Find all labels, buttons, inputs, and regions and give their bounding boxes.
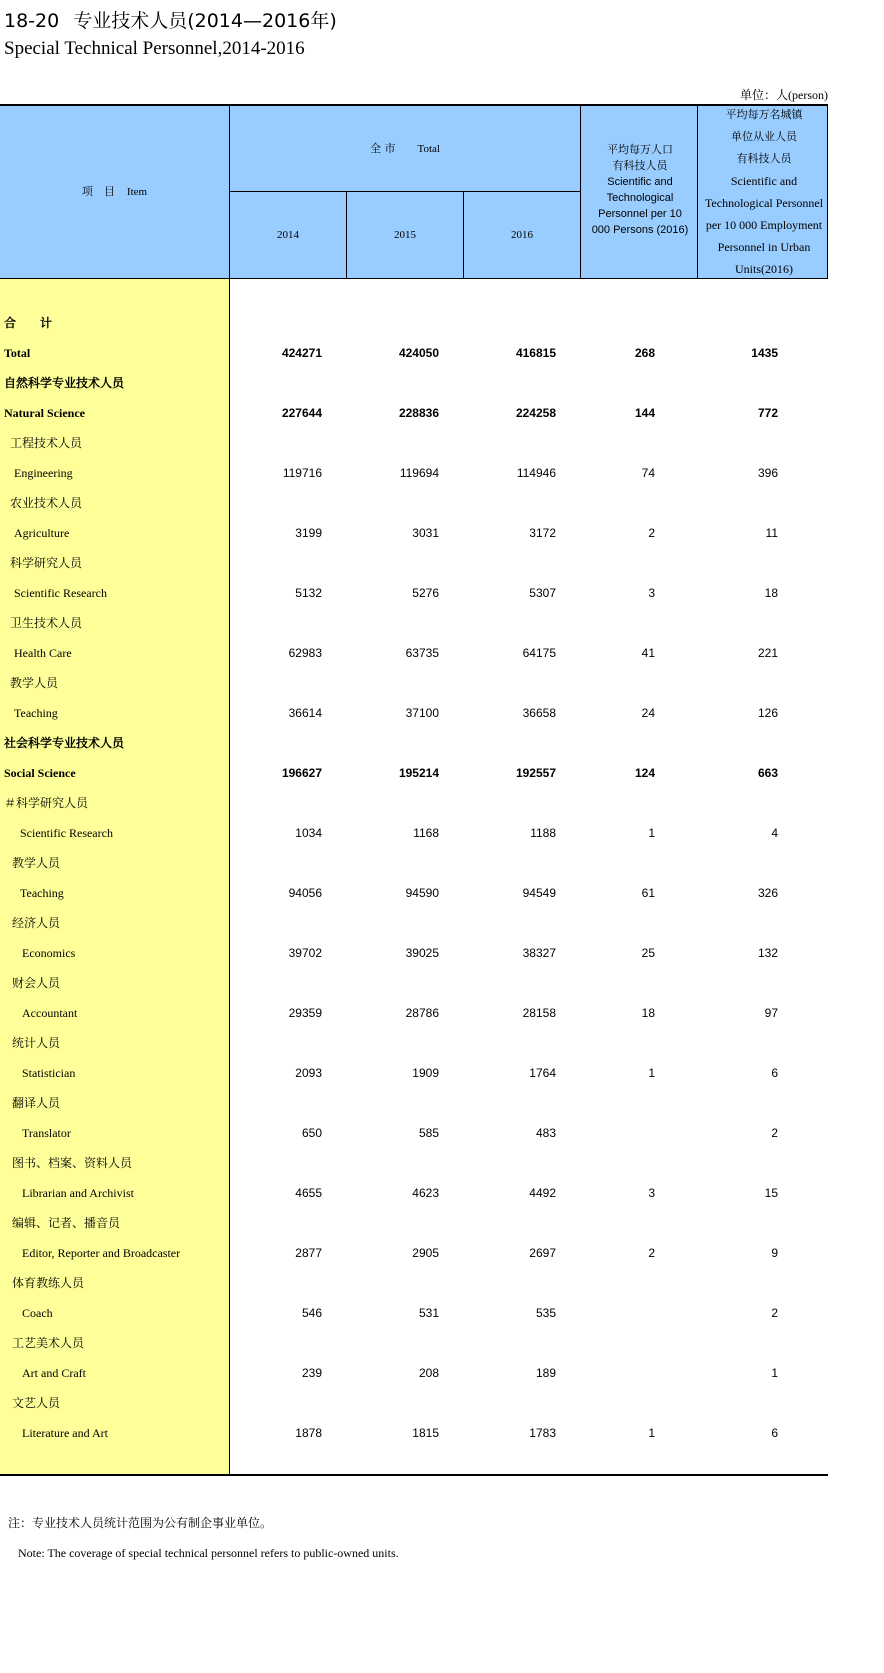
value-2016 [464, 968, 556, 998]
value-per-10000-persons: 1 [648, 1426, 655, 1440]
value-2014: 1034 [295, 826, 322, 840]
value-2015 [347, 1328, 439, 1358]
value-2014: 1878 [295, 1426, 322, 1440]
value-per-10000-persons: 124 [634, 766, 655, 780]
value-2014: 4655 [295, 1186, 322, 1200]
value-2016: 1764 [529, 1066, 556, 1080]
value-2016 [464, 308, 556, 338]
table-row [0, 938, 828, 968]
row-label: Teaching [14, 706, 58, 720]
note-en: Note: The coverage of special technical personnel refers to public-owned units. [18, 1546, 399, 1560]
value-per-10000-employment: 326 [757, 886, 778, 900]
value-2014 [230, 608, 322, 638]
value-per-10000-persons: 1 [648, 826, 655, 840]
value-per-10000-persons [581, 1358, 655, 1388]
table-row [0, 488, 828, 518]
value-2014 [230, 308, 322, 338]
header-total-cn: 全 市 [370, 141, 396, 155]
value-2015 [347, 848, 439, 878]
value-per-10000-employment [698, 1328, 778, 1358]
row-label: 文艺人员 [12, 1396, 61, 1410]
value-2016: 28158 [522, 1006, 556, 1020]
table-row [0, 728, 828, 758]
row-label: 卫生技术人员 [10, 616, 83, 630]
table-bottom-rule [0, 1474, 828, 1476]
header-per-population [584, 130, 696, 250]
value-per-10000-persons [581, 1148, 655, 1178]
row-label: 体育教练人员 [12, 1276, 85, 1290]
value-per-10000-employment [698, 728, 778, 758]
value-per-10000-employment [698, 368, 778, 398]
row-label: Scientific Research [20, 826, 113, 840]
header-per-employment-en: Scientific and Technological Personnel per 10 000 Employment Personnel in Urban Units(2016) [704, 174, 824, 276]
table-row [0, 878, 828, 908]
value-2016 [464, 1028, 556, 1058]
header-per-population-en: Scientific and Technological Personnel per 10 000 Persons (2016) [591, 176, 689, 236]
value-per-10000-persons [581, 788, 655, 818]
row-label: Literature and Art [22, 1426, 108, 1440]
value-2016 [464, 1208, 556, 1238]
value-2015 [347, 1088, 439, 1118]
table-row [0, 398, 828, 428]
table-row [0, 578, 828, 608]
value-per-10000-employment [698, 1268, 778, 1298]
value-2015 [347, 488, 439, 518]
value-2015: 63735 [405, 646, 439, 660]
value-2015 [347, 908, 439, 938]
value-2016 [464, 1388, 556, 1418]
table-row [0, 1298, 828, 1328]
row-label: 编辑、记者、播音员 [12, 1216, 121, 1230]
value-2016: 2697 [529, 1246, 556, 1260]
value-2015: 1815 [412, 1426, 439, 1440]
value-2014: 62983 [288, 646, 322, 660]
row-label: Social Science [4, 766, 76, 780]
table-row [0, 758, 828, 788]
value-per-10000-persons [581, 668, 655, 698]
value-per-10000-employment [698, 548, 778, 578]
value-per-10000-persons [581, 1028, 655, 1058]
value-2016 [464, 788, 556, 818]
value-per-10000-employment: 396 [757, 466, 778, 480]
value-per-10000-employment [698, 1088, 778, 1118]
table-row [0, 968, 828, 998]
value-per-10000-persons [581, 908, 655, 938]
value-2016 [464, 1148, 556, 1178]
value-2016 [464, 1088, 556, 1118]
value-per-10000-employment: 2 [771, 1306, 778, 1320]
value-2016 [464, 368, 556, 398]
value-per-10000-persons [581, 1388, 655, 1418]
value-2016 [464, 608, 556, 638]
value-2016 [464, 848, 556, 878]
table-row [0, 1358, 828, 1388]
value-2015 [347, 1388, 439, 1418]
value-2014 [230, 848, 322, 878]
value-per-10000-employment [698, 968, 778, 998]
note-cn: 注：专业技术人员统计范围为公有制企事业单位。 [8, 1516, 273, 1530]
value-2016: 94549 [522, 886, 556, 900]
value-per-10000-persons [581, 1268, 655, 1298]
header-per-population-cn: 平均每万人口 有科技人员 [607, 143, 673, 172]
value-2016 [464, 668, 556, 698]
row-label: 翻译人员 [12, 1096, 61, 1110]
value-per-10000-persons: 18 [641, 1006, 655, 1020]
year-divider-2 [463, 191, 464, 278]
value-per-10000-employment [698, 428, 778, 458]
value-per-10000-employment [698, 1148, 778, 1178]
header-total-en: Total [417, 142, 440, 155]
value-2014 [230, 968, 322, 998]
value-2015: 119694 [399, 466, 439, 480]
value-2014 [230, 1268, 322, 1298]
header-bottom-rule [0, 278, 828, 279]
value-2014 [230, 1088, 322, 1118]
value-per-10000-persons: 144 [634, 406, 655, 420]
value-2016: 3172 [529, 526, 556, 540]
row-label: 工程技术人员 [10, 436, 83, 450]
table-row [0, 998, 828, 1028]
value-2014: 546 [301, 1306, 322, 1320]
row-label: 社会科学专业技术人员 [4, 736, 125, 750]
table-row [0, 368, 828, 398]
row-label: Agriculture [14, 526, 70, 540]
row-label: 图书、档案、资料人员 [12, 1156, 133, 1170]
table-row [0, 1268, 828, 1298]
table-row [0, 1088, 828, 1118]
value-2014 [230, 1328, 322, 1358]
header-year-2014: 2014 [277, 229, 299, 241]
row-label: Coach [22, 1306, 53, 1320]
table-row [0, 818, 828, 848]
table-row [0, 548, 828, 578]
value-2016 [464, 908, 556, 938]
table-row [0, 308, 828, 338]
table-row [0, 1328, 828, 1358]
value-per-10000-employment: 663 [757, 766, 778, 780]
table-row [0, 1118, 828, 1148]
table-row [0, 428, 828, 458]
value-2014: 239 [301, 1366, 322, 1380]
total-subheader-rule [229, 191, 581, 192]
value-2014: 2093 [295, 1066, 322, 1080]
value-2015 [347, 668, 439, 698]
value-2015: 1168 [413, 826, 439, 840]
value-2015 [347, 968, 439, 998]
value-2016: 1188 [530, 826, 556, 840]
value-2014: 196627 [281, 766, 322, 780]
value-2016: 4492 [529, 1186, 556, 1200]
value-per-10000-persons: 3 [648, 1186, 655, 1200]
value-2016: 1783 [529, 1426, 556, 1440]
header-item-en: Item [126, 186, 148, 198]
value-per-10000-persons [581, 428, 655, 458]
value-2015: 195214 [398, 766, 439, 780]
row-label: 工艺美术人员 [12, 1336, 85, 1350]
value-2014: 119716 [282, 466, 322, 480]
table-row [0, 1238, 828, 1268]
value-2016: 224258 [515, 406, 556, 420]
value-2014: 39702 [288, 946, 322, 960]
value-2015: 424050 [398, 346, 439, 360]
table-row [0, 1418, 828, 1448]
value-per-10000-persons [581, 968, 655, 998]
value-per-10000-persons [581, 1208, 655, 1238]
table-row [0, 698, 828, 728]
row-label: Natural Science [4, 406, 85, 420]
table-row [0, 338, 828, 368]
table-top-rule [0, 104, 828, 106]
header-year-2016: 2016 [511, 229, 533, 241]
row-label: 经济人员 [12, 916, 61, 930]
value-2014 [230, 908, 322, 938]
row-label: 农业技术人员 [10, 496, 83, 510]
value-2014 [230, 728, 322, 758]
value-per-10000-employment: 18 [764, 586, 778, 600]
value-per-10000-persons: 61 [641, 886, 655, 900]
value-per-10000-employment: 132 [757, 946, 778, 960]
row-label: 统计人员 [12, 1036, 61, 1050]
row-label: Economics [22, 946, 76, 960]
table-row [0, 608, 828, 638]
value-2016 [464, 428, 556, 458]
value-2015 [347, 1028, 439, 1058]
value-2015: 5276 [412, 586, 439, 600]
table-row [0, 638, 828, 668]
value-per-10000-persons: 3 [648, 586, 655, 600]
title-cn-text: 专业技术人员(2014—2016年) [73, 10, 337, 32]
value-per-10000-persons [581, 1328, 655, 1358]
value-per-10000-employment: 772 [757, 406, 778, 420]
value-per-10000-persons [581, 1118, 655, 1148]
value-2016: 189 [535, 1366, 556, 1380]
value-per-10000-persons: 25 [641, 946, 655, 960]
table-row [0, 908, 828, 938]
row-label: Librarian and Archivist [22, 1186, 134, 1200]
value-2014: 2877 [295, 1246, 322, 1260]
value-2016 [464, 548, 556, 578]
value-2015 [347, 1208, 439, 1238]
header-total [230, 106, 580, 191]
row-label: 教学人员 [12, 856, 61, 870]
value-2014 [230, 1208, 322, 1238]
header-per-employment-cn: 平均每万名城镇 单位从业人员 有科技人员 [725, 108, 803, 165]
row-label: Total [4, 346, 31, 360]
table-row [0, 518, 828, 548]
value-2015 [347, 368, 439, 398]
value-per-10000-employment [698, 668, 778, 698]
value-per-10000-employment: 6 [771, 1066, 778, 1080]
value-2015: 585 [418, 1126, 439, 1140]
row-label: Statistician [22, 1066, 76, 1080]
value-2014 [230, 668, 322, 698]
total-divider [580, 106, 581, 278]
value-2015: 531 [418, 1306, 439, 1320]
value-2015 [347, 308, 439, 338]
value-2014: 5132 [295, 586, 322, 600]
value-per-10000-persons [581, 488, 655, 518]
unit-cn: 单位：人 [740, 88, 789, 102]
value-per-10000-employment [698, 788, 778, 818]
value-2016: 192557 [515, 766, 556, 780]
value-2015: 94590 [405, 886, 439, 900]
value-2015 [347, 548, 439, 578]
value-per-10000-employment: 2 [771, 1126, 778, 1140]
value-2015: 208 [418, 1366, 439, 1380]
table-row [0, 848, 828, 878]
value-2014 [230, 428, 322, 458]
value-per-10000-employment [698, 608, 778, 638]
value-per-10000-employment [698, 1028, 778, 1058]
value-2015: 1909 [412, 1066, 439, 1080]
value-2016: 416815 [515, 346, 556, 360]
value-2014: 36614 [288, 706, 322, 720]
value-2015: 39025 [405, 946, 439, 960]
header-right-border [827, 106, 828, 278]
row-label: Translator [22, 1126, 71, 1140]
value-per-10000-employment [698, 908, 778, 938]
value-2016: 64175 [522, 646, 556, 660]
row-label: Editor, Reporter and Broadcaster [22, 1246, 181, 1260]
value-2015 [347, 608, 439, 638]
value-2016 [464, 728, 556, 758]
unit-label [740, 86, 828, 103]
table-row [0, 1058, 828, 1088]
value-per-10000-employment: 15 [764, 1186, 778, 1200]
value-2015 [347, 1268, 439, 1298]
value-2014 [230, 1028, 322, 1058]
value-per-10000-employment: 97 [764, 1006, 778, 1020]
row-label: Teaching [20, 886, 64, 900]
row-label: Engineering [14, 466, 73, 480]
value-2015: 37100 [405, 706, 439, 720]
row-label: 财会人员 [12, 976, 61, 990]
row-label: 合 计 [4, 316, 53, 330]
value-per-10000-persons: 24 [641, 706, 655, 720]
value-per-10000-employment: 1435 [751, 346, 778, 360]
value-2014: 424271 [281, 346, 322, 360]
table-row [0, 668, 828, 698]
table-row [0, 1208, 828, 1238]
value-2015: 228836 [398, 406, 439, 420]
value-2016: 114946 [516, 466, 556, 480]
value-2016: 535 [535, 1306, 556, 1320]
row-label: Scientific Research [14, 586, 107, 600]
value-per-10000-persons: 2 [648, 1246, 655, 1260]
row-label: Health Care [14, 646, 72, 660]
value-per-10000-employment: 1 [771, 1366, 778, 1380]
value-per-10000-employment [698, 848, 778, 878]
value-per-10000-employment [698, 308, 778, 338]
value-2015: 4623 [412, 1186, 439, 1200]
table-row [0, 788, 828, 818]
value-per-10000-persons [581, 548, 655, 578]
value-per-10000-persons [581, 308, 655, 338]
value-per-10000-persons: 74 [641, 466, 655, 480]
row-label: ＃科学研究人员 [4, 796, 89, 810]
unit-en: (person) [788, 88, 828, 102]
value-per-10000-persons: 41 [641, 646, 655, 660]
value-2015: 3031 [412, 526, 439, 540]
header-item-cn: 项 目 [81, 185, 115, 198]
value-2016 [464, 1328, 556, 1358]
table-row [0, 1148, 828, 1178]
value-2014: 29359 [288, 1006, 322, 1020]
value-2014 [230, 1388, 322, 1418]
value-2014 [230, 1148, 322, 1178]
row-label: Accountant [22, 1006, 78, 1020]
value-per-10000-employment: 126 [757, 706, 778, 720]
table-row [0, 458, 828, 488]
value-2015: 28786 [405, 1006, 439, 1020]
value-2014 [230, 788, 322, 818]
table-number: 18-20 [4, 10, 60, 32]
value-per-10000-persons [581, 728, 655, 758]
value-per-10000-employment: 6 [771, 1426, 778, 1440]
per-pop-divider [697, 106, 698, 278]
value-per-10000-employment: 221 [757, 646, 778, 660]
table-row [0, 1178, 828, 1208]
page-title-cn [4, 6, 337, 33]
value-per-10000-persons: 2 [648, 526, 655, 540]
value-2016 [464, 488, 556, 518]
value-2016 [464, 1268, 556, 1298]
value-2014: 227644 [281, 406, 322, 420]
value-2015: 2905 [412, 1246, 439, 1260]
value-per-10000-persons [581, 608, 655, 638]
table-row [0, 1388, 828, 1418]
value-2016: 5307 [529, 586, 556, 600]
value-per-10000-persons [581, 1298, 655, 1328]
table-row [0, 1028, 828, 1058]
value-per-10000-persons: 1 [648, 1066, 655, 1080]
header-year-2015: 2015 [394, 229, 416, 241]
value-per-10000-persons: 268 [634, 346, 655, 360]
value-2015 [347, 428, 439, 458]
value-2016: 38327 [522, 946, 556, 960]
value-2016: 36658 [522, 706, 556, 720]
row-label: Art and Craft [22, 1366, 86, 1380]
row-label: 科学研究人员 [10, 556, 83, 570]
value-2014: 94056 [288, 886, 322, 900]
value-per-10000-employment: 4 [771, 826, 778, 840]
value-per-10000-employment: 11 [765, 526, 778, 540]
row-label: 教学人员 [10, 676, 59, 690]
value-per-10000-persons [581, 848, 655, 878]
row-label: 自然科学专业技术人员 [4, 376, 125, 390]
value-per-10000-persons [581, 1088, 655, 1118]
value-per-10000-employment: 9 [771, 1246, 778, 1260]
value-2014 [230, 548, 322, 578]
value-per-10000-employment [698, 488, 778, 518]
value-2015 [347, 788, 439, 818]
year-divider-1 [346, 191, 347, 278]
header-item [0, 106, 229, 278]
value-2014: 3199 [295, 526, 322, 540]
value-2014: 650 [301, 1126, 322, 1140]
value-2015 [347, 728, 439, 758]
value-per-10000-employment [698, 1388, 778, 1418]
value-2014 [230, 368, 322, 398]
value-2014 [230, 488, 322, 518]
value-2015 [347, 1148, 439, 1178]
header-per-employment [700, 106, 828, 278]
value-2016: 483 [535, 1126, 556, 1140]
page-title-en: Special Technical Personnel,2014-2016 [4, 38, 305, 59]
value-per-10000-persons [581, 368, 655, 398]
value-per-10000-employment [698, 1208, 778, 1238]
